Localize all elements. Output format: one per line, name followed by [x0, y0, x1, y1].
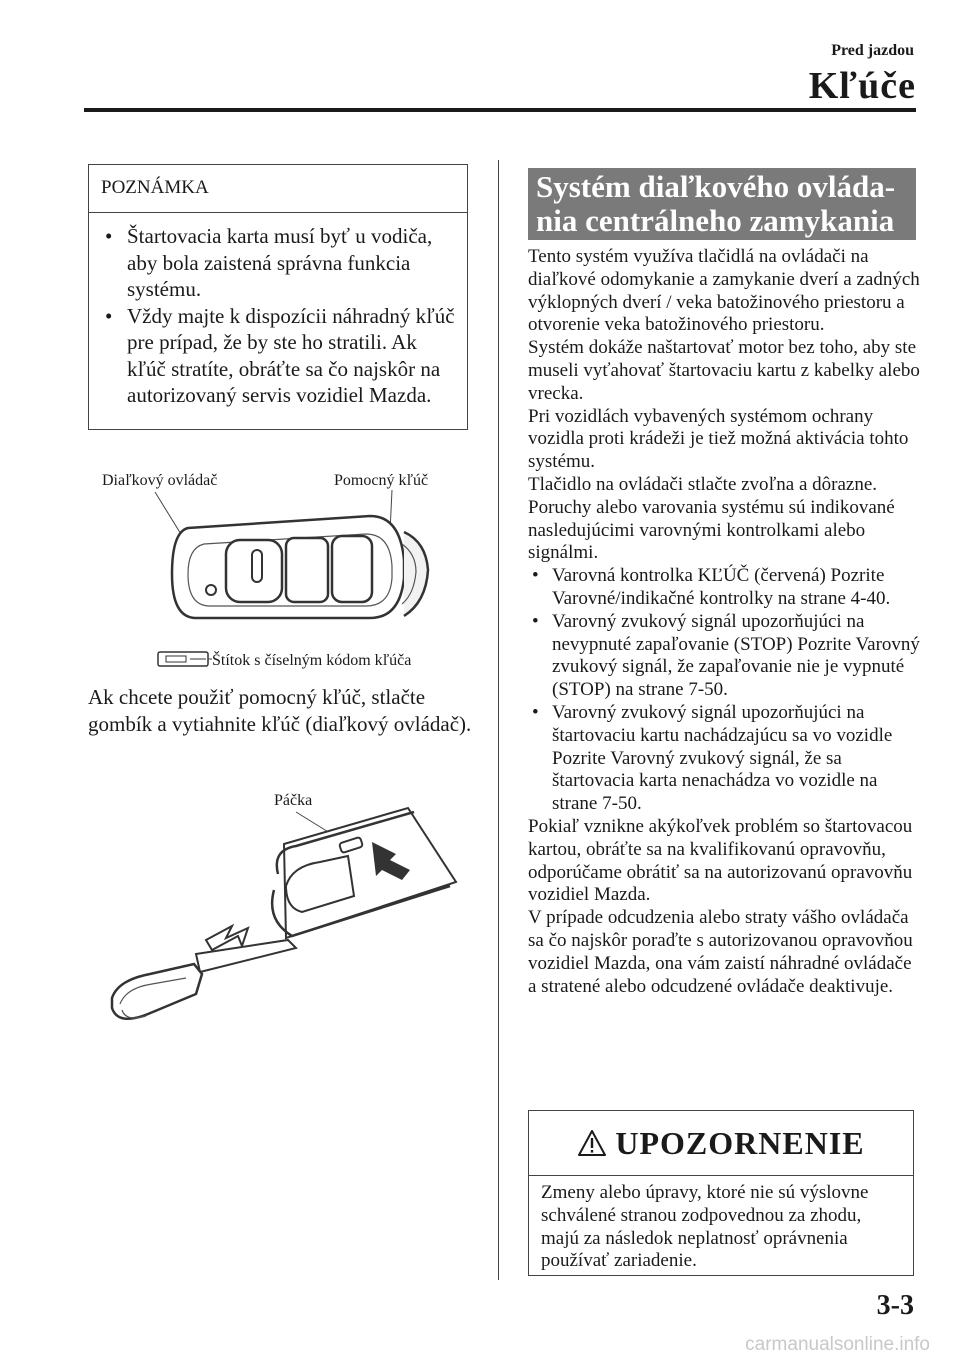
- watermark: carmanualsonline.info: [745, 1334, 930, 1355]
- section-paragraph: V prípade odcudzenia alebo straty vášho ovládača sa čo najskôr poraďte s autorizovanou opravovňou vozidiel Mazda, ona vám zaistí náhradné ovládače a stratené alebo odcudzené ovládače deaktivuje.: [528, 907, 913, 997]
- remote-key-illustration: [100, 470, 460, 680]
- label-remote-control: Diaľkový ovládač: [102, 472, 218, 489]
- note-box: [88, 164, 468, 430]
- list-item: • Varovný zvukový signál upozorňujúci na nevypnuté zapaľovanie (STOP) Pozrite Varovný zvukový signál, že zapaľovanie nie je vypnuté (STOP) na strane 7-50.: [528, 611, 920, 702]
- label-key-code-tag: Štítok s číselným kódom kľúča: [212, 652, 412, 669]
- note-heading: POZNÁMKA: [89, 165, 467, 213]
- section-title-line-1: Systém diaľkového ovláda-: [536, 169, 896, 204]
- section-paragraph: Tlačidlo na ovládači stlačte zvoľna a dôrazne.: [528, 473, 878, 495]
- warning-text: Zmeny alebo úpravy, ktoré nie sú výslovne schválené stranou zodpovednou za zhodu, majú za následok neplatnosť oprávnenia používať zariadenie.: [541, 1182, 869, 1272]
- section-banner: [528, 168, 916, 240]
- lever-illustration: [96, 790, 476, 1110]
- note-item: • Vždy majte k dispozícii náhradný kľúč pre prípad, že by ste ho stratili. Ak kľúč stratíte, obráťte sa čo najskôr na autorizovaný servis vozidiel Mazda.: [105, 303, 457, 409]
- key-figure: [100, 470, 460, 680]
- header-section: Pred jazdou: [831, 42, 914, 59]
- column-divider: [498, 160, 499, 1280]
- section-intro: Tento systém využíva tlačidlá na ovládači na diaľkové odomykanie a zamykanie dverí a zadných výklopných dverí / veka batožinového priestoru a otvorenie veka batožinového priestoru.: [528, 246, 920, 336]
- section-paragraph: Systém dokáže naštartovať motor bez toho, aby ste museli vyťahovať štartovaciu kartu z kabelky alebo vrecka.: [528, 337, 920, 404]
- section-paragraph: Poruchy alebo varovania systému sú indikované nasledujúcimi varovnými kontrolkami alebo signálmi.: [528, 496, 895, 564]
- warning-triangle-icon: [577, 1129, 607, 1157]
- warning-header: [529, 1111, 913, 1176]
- list-item: • Varovný zvukový signál upozorňujúci na štartovaciu kartu nachádzajúcu sa vo vozidle Pozrite Varovný zvukový signál, že sa štartovacia karta nenachádza vo vozidle na strane 7-50.: [528, 702, 920, 816]
- warning-box: [528, 1110, 914, 1276]
- lever-figure: [96, 790, 476, 1110]
- page-title: Kľúče: [808, 65, 916, 107]
- warning-title: UPOZORNENIE: [615, 1124, 865, 1161]
- aux-key-instructions: Ak chcete použiť pomocný kľúč, stlačte gombík a vytiahnite kľúč (diaľkový ovládač).: [88, 685, 472, 736]
- section-body: [528, 246, 920, 998]
- page-number: 3-3: [876, 1290, 914, 1321]
- list-item: • Varovná kontrolka KĽÚČ (červená) Pozrite Varovné/indikačné kontrolky na strane 4-40.: [528, 565, 920, 611]
- section-title-line-2: nia centrálneho zamykania: [536, 203, 895, 238]
- note-item: • Štartovacia karta musí byť u vodiča, aby bola zaistená správna funkcia systému.: [105, 223, 457, 303]
- warning-signals-list: [528, 565, 920, 816]
- section-paragraph: Pokiaľ vznikne akýkoľvek problém so štartovacou kartou, obráťte sa na kvalifikovanú opravovňu, odporúčame obrátiť sa na autorizovanú opravovňu vozidiel Mazda.: [528, 815, 913, 906]
- label-auxiliary-key: Pomocný kľúč: [334, 472, 429, 489]
- label-lever: Páčka: [274, 792, 313, 809]
- header-rule: [84, 108, 916, 112]
- section-paragraph: Pri vozidlách vybavených systémom ochrany vozidla proti krádeži je tiež možná aktivácia tohto systému.: [528, 405, 909, 473]
- note-list: [89, 213, 467, 409]
